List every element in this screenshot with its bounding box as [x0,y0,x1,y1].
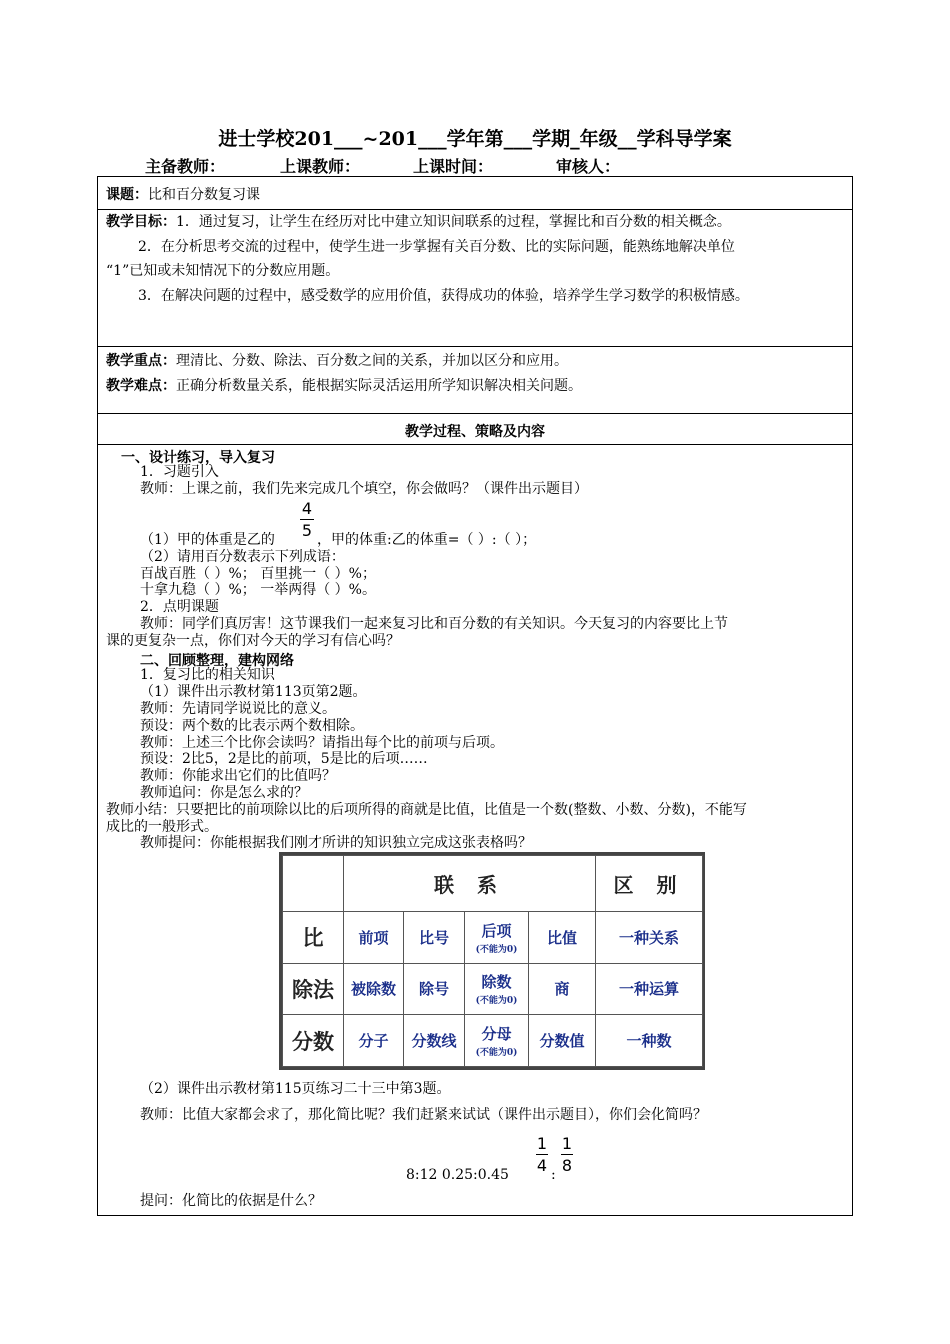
cell-note: (不能为0) [475,996,518,1007]
body-line: 教师：比值大家都会求了，那化简比呢？我们赶紧来试试（课件出示题目），你们会化简吗？ [140,1107,707,1123]
body-line: 教师：先请同学说说比的意义。 [140,701,336,717]
table-row [283,1015,703,1067]
goals-row [106,214,731,231]
process-heading: 教学过程、策略及内容 [405,424,545,440]
body-line: 1．习题引入 [140,464,219,480]
body-line: （2）请用百分数表示下列成语： [140,549,345,565]
topic-row [106,187,260,204]
document-title: 进士学校201___~201___学年第___学期_年级__学科导学案 [218,128,732,150]
cell: 前项 [344,912,404,964]
goal-1: 1．通过复习，让学生在经历对比中建立知识间联系的过程，掌握比和百分数的相关概念。 [176,214,731,230]
body-line: 提问：化简比的依据是什么？ [140,1193,322,1209]
fraction-numerator: 1 [561,1134,573,1153]
topic-label: 课题： [106,187,148,203]
cell-text: 后项 [481,921,512,940]
divider-process-heading [97,444,853,445]
cell-text: 除数 [481,973,512,992]
cell: 分数线 [404,1015,465,1067]
key-point-row [106,353,568,370]
section-2-heading: 二、回顾整理，建构网络 [140,653,294,669]
divider-topic [97,209,853,210]
header-relation: 联 系 [344,856,596,912]
cell-difference: 一种数 [596,1015,703,1067]
divider-difficulty [97,413,853,414]
cell: 比值 [529,912,596,964]
class-time-label: 上课时间： [413,157,494,176]
cell-text: 分母 [481,1025,512,1044]
cell: 除号 [404,963,465,1015]
fraction-denominator: 4 [536,1156,548,1175]
row-name: 除法 [283,963,344,1015]
fraction-numerator: 4 [301,499,313,518]
fraction-one-eighth [561,1134,573,1175]
topic-text: 比和百分数复习课 [148,187,260,203]
cell-difference: 一种运算 [596,963,703,1015]
class-teacher-label: 上课教师： [280,157,361,176]
body-line: 课的更复杂一点，你们对今天的学习有信心吗？ [106,633,400,649]
table-row [283,912,703,964]
fraction-bar [300,519,314,520]
body-line: 预设：2比5，2是比的前项，5是比的后项…… [140,751,428,767]
cell-difference: 一种关系 [596,912,703,964]
table-row [283,963,703,1015]
cell: 分子 [344,1015,404,1067]
cell-with-note [465,963,529,1015]
body-line: 教师：同学们真厉害！这节课我们一起来复习比和百分数的有关知识。今天复习的内容要比上节 [140,616,728,632]
fraction-one-quarter [536,1134,548,1175]
fraction-bar [536,1154,548,1155]
row-name: 分数 [283,1015,344,1067]
row-name: 比 [283,912,344,964]
goals-label: 教学目标： [106,214,176,230]
divider-goals [97,346,853,347]
header-difference: 区 别 [596,856,703,912]
table-corner-cell [283,856,344,912]
section-1-heading: 一、设计练习，导入复习 [121,450,275,466]
key-point-text: 理清比、分数、除法、百分数之间的关系，并加以区分和应用。 [176,353,568,369]
body-line: 2．点明课题 [140,599,219,615]
cell: 商 [529,963,596,1015]
ratio-colon: : [551,1167,556,1183]
cell-note: (不能为0) [475,944,518,955]
key-point-label: 教学重点： [106,353,176,369]
question-1-part-b: ，甲的体重:乙的体重=（ ）:（ ）； [317,532,537,548]
body-line: 十拿九稳（ ）%； 一举两得（ ）%。 [140,582,376,598]
ratio-expressions: 8:12 0.25:0.45 [406,1167,509,1183]
question-1-part-a: （1）甲的体重是乙的 [140,532,275,548]
goal-3: 3．在解决问题的过程中，感受数学的应用价值，获得成功的体验，培养学生学习数学的积极情感。 [138,288,749,304]
goal-2-line-1: 2．在分析思考交流的过程中，使学生进一步掌握有关百分数、比的实际问题，能熟练地解决单位 [138,239,735,255]
goal-2-line-2: “1”已知或未知情况下的分数应用题。 [106,263,340,279]
body-line: 教师：上课之前，我们先来完成几个填空，你会做吗？（课件出示题目） [140,481,588,497]
body-line: 教师小结：只要把比的前项除以比的后项所得的商就是比值，比值是一个数(整数、小数、分数)，不能写 [106,802,747,818]
fraction-denominator: 5 [301,521,313,540]
fraction-bar [561,1154,573,1155]
body-line: 教师追问：你是怎么求的？ [140,785,308,801]
body-line: （2）课件出示教材第115页练习二十三中第3题。 [140,1081,451,1097]
cell-with-note [465,912,529,964]
difficulty-row [106,378,582,395]
body-line: 教师：上述三个比你会读吗？请指出每个比的前项与后项。 [140,735,504,751]
body-line: 教师提问：你能根据我们刚才所讲的知识独立完成这张表格吗？ [140,835,532,851]
difficulty-text: 正确分析数量关系，能根据实际灵活运用所学知识解决相关问题。 [176,378,582,394]
comparison-table [282,855,703,1067]
cell-note: (不能为0) [475,1048,518,1059]
body-line: 百战百胜（ ）%； 百里挑一（ ）%； [140,566,376,582]
fraction-numerator: 1 [536,1134,548,1153]
body-line: 教师：你能求出它们的比值吗？ [140,768,336,784]
comparison-table-image [279,852,705,1070]
lead-teacher-label: 主备教师： [145,157,226,176]
cell: 分数值 [529,1015,596,1067]
fraction-four-fifths [300,499,314,540]
reviewer-label: 审核人： [556,157,621,176]
difficulty-label: 教学难点： [106,378,176,394]
body-line: 成比的一般形式。 [106,819,218,835]
cell: 比号 [404,912,465,964]
cell: 被除数 [344,963,404,1015]
body-line: （1）课件出示教材第113页第2题。 [140,684,367,700]
body-line: 预设：两个数的比表示两个数相除。 [140,718,364,734]
fraction-denominator: 8 [561,1156,573,1175]
body-line: 1．复习比的相关知识 [140,667,275,683]
cell-with-note [465,1015,529,1067]
